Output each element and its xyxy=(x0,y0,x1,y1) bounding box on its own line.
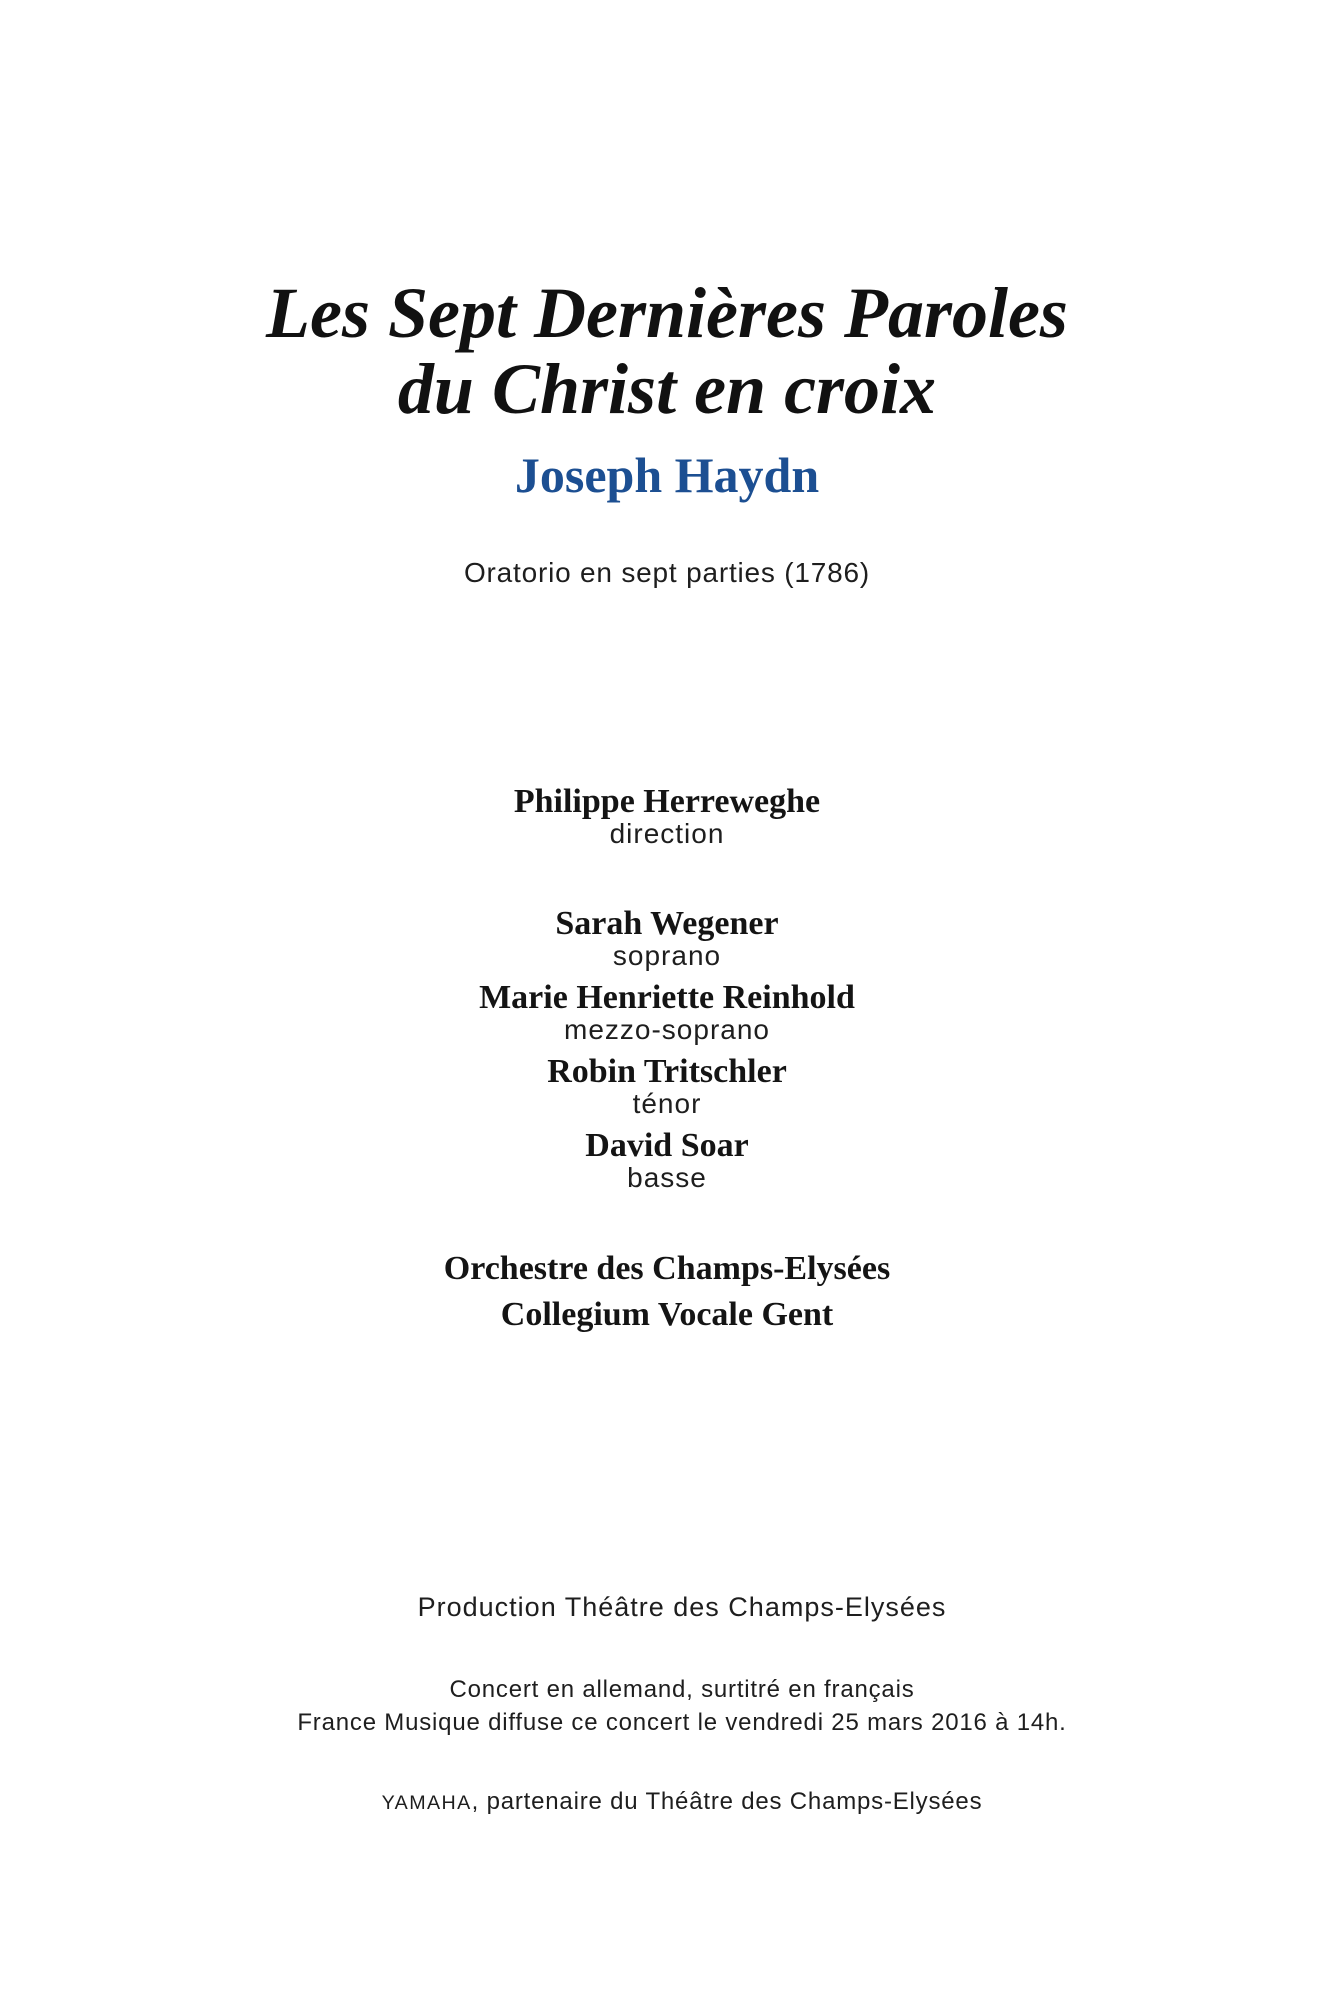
partner-credit xyxy=(30,1785,1334,1820)
soloist-role: mezzo-soprano xyxy=(564,1014,770,1045)
conductor-credit xyxy=(0,784,1334,848)
soloist-role: soprano xyxy=(612,940,722,971)
ensembles-list xyxy=(0,1246,1334,1338)
conductor-name: Philippe Herreweghe xyxy=(513,783,821,820)
partner-brand: YAMAHA xyxy=(381,1792,472,1814)
soloist-credit xyxy=(0,906,1334,970)
work-title xyxy=(0,275,1334,427)
work-subtitle: Oratorio en sept parties (1786) xyxy=(463,557,871,588)
soloists-list xyxy=(0,906,1334,1192)
broadcast-note: France Musique diffuse ce concert le vendredi 25 mars 2016 à 14h. xyxy=(297,1709,1067,1736)
partner-text: , partenaire du Théâtre des Champs-Elysées xyxy=(471,1788,983,1815)
soloist-credit xyxy=(0,1054,1334,1118)
soloist-name: Marie Henriette Reinhold xyxy=(479,979,855,1016)
language-note: Concert en allemand, surtitré en français xyxy=(449,1676,915,1703)
performance-notes xyxy=(30,1673,1334,1739)
composer-name: Joseph Haydn xyxy=(514,447,820,503)
soloist-role: basse xyxy=(627,1162,707,1193)
conductor-role: direction xyxy=(609,818,725,849)
soloist-credit xyxy=(0,980,1334,1044)
soloist-name: David Soar xyxy=(585,1127,749,1164)
soloist-role: ténor xyxy=(632,1088,702,1119)
soloist-name: Robin Tritschler xyxy=(547,1053,787,1090)
soloist-name: Sarah Wegener xyxy=(555,905,779,942)
production-credit: Production Théâtre des Champs-Elysées xyxy=(417,1592,947,1622)
ensemble-name: Orchestre des Champs-Elysées xyxy=(443,1250,891,1287)
work-title-line-1: Les Sept Dernières Paroles xyxy=(266,273,1068,353)
ensemble-name: Collegium Vocale Gent xyxy=(500,1296,834,1333)
work-title-line-2: du Christ en croix xyxy=(397,349,937,429)
soloist-credit xyxy=(0,1128,1334,1192)
